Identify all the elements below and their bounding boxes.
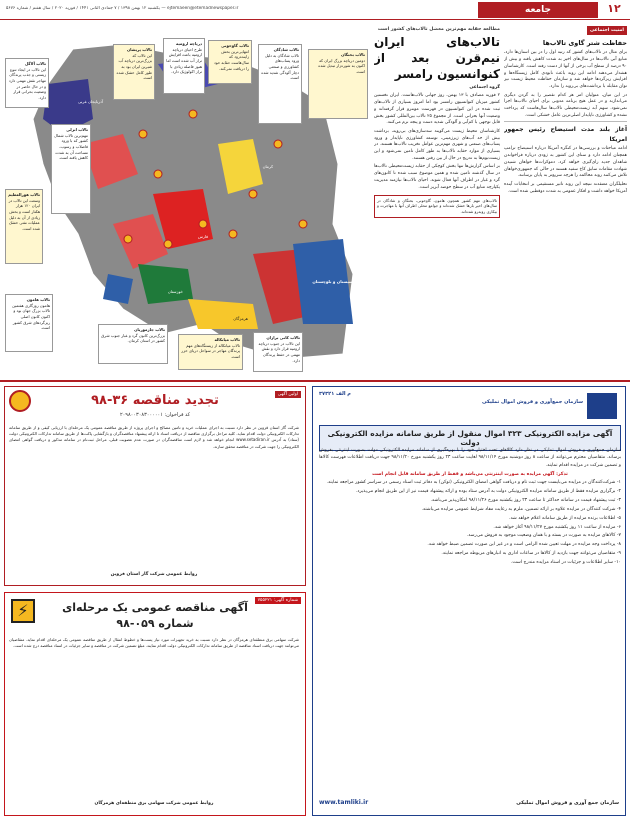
- map-label: هرمزگان: [233, 316, 248, 321]
- map-label: سیستان و بلوچستان: [312, 279, 353, 284]
- section-title: جامعه: [478, 2, 598, 18]
- page-header: [0, 0, 630, 20]
- wetland-callout: تالاب بختگان دومین دریاچه بزرگ ایران که اکنون به شوره‌زار تبدیل شده است.: [308, 49, 368, 119]
- ad-label: شماره آگهی: ۷۵۵۲۲۱: [255, 597, 301, 604]
- gas-company-logo-icon: [9, 390, 31, 412]
- ad-number: شماره ۰۵۹-۹۸: [116, 617, 194, 630]
- ad-warning: تذکر: آگهی مزایده به صورت اینترنتی می‌باشد و فقط از طریق سامانه قابل انجام است: [372, 471, 568, 477]
- auction-ad-tamliki: [312, 386, 626, 816]
- ad-item: ۶- مزایده از ساعت ۱۱ روز یکشنبه مورخ ۹۸/۱۱/۲۷ آغاز خواهد شد.: [493, 524, 621, 530]
- main-article: [374, 26, 500, 376]
- article-byline: گروه اجتماعی: [469, 85, 500, 91]
- wetland-callout: تالاب پریشان این تالاب که بزرگ‌ترین دریاچه آب شیرین ایران بود به طور کامل خشک شده است.: [113, 44, 155, 100]
- ad-footer: روابط عمومی شرکت سهامی برق منطقه‌ای هرمزگان: [94, 801, 214, 806]
- wetland-callout: تالاب گاوخونی انتهایی‌ترین بخش زاینده‌رود که سال‌هاست حقابه خود را دریافت نمی‌کند.: [208, 40, 252, 84]
- ad-org: سازمان جمع‌آوری و فروش اموال تملیکی: [481, 399, 583, 405]
- ad-website-link[interactable]: www.tamliki.ir: [319, 799, 369, 806]
- article-paragraph: در این میان، متولیان امر هر کدام تقصیر را به گردن دیگری می‌اندازند و در عمل هیچ برنامه مدونی برای احیای تالاب‌ها اجرا نمی‌شود. سهم آبه زیست‌محیطی تالاب‌ها سال‌هاست که پرداخت نشده و کشاورزی ناپایدار اصلی‌ترین عامل خشکی است.: [504, 92, 627, 119]
- right-column: [504, 26, 627, 376]
- tamliki-logo-icon: [587, 393, 617, 419]
- power-company-logo-icon: ⚡: [11, 599, 35, 623]
- wetland-callout: تالاب جازموریان بزرگ‌ترین کانون گرد و غبار جنوب شرق کشور در استان کرمان.: [98, 324, 168, 364]
- ad-footer: روابط عمومی شرکت گاز استان قزوین: [110, 572, 198, 577]
- info-box: تالاب‌های مهم کشور همچون هامون، گاوخونی، بختگان و شادگان در سال‌های اخیر بارها خشک شده‌اند و جوامع محلی اطراف آنها با مهاجرت و بیکاری روبه‌رو شده‌اند.: [374, 195, 500, 218]
- ad-item: ۱- شرکت‌کنندگان در مزایده می‌بایست جهت ثبت نام و دریافت گواهی امضای الکترونیکی (توکن) به دفاتر ثبت اسناد رسمی در سراسر کشور مراجعه نمایند.: [326, 480, 621, 486]
- ad-item: ۹- متقاضیان می‌توانند جهت بازدید از کالاها در ساعات اداری به انبارهای مربوطه مراجعه نمایند.: [441, 551, 621, 557]
- ad-intro: سازمان جمع‌آوری و فروش اموال تملیکی در نظر دارد کالاهای تحت اختیار خود را با بهره‌گیری از سامانه مزایده الکترونیکی دولت بصورت اینترنتی بفروش برساند. متقاضیان محترم می‌توانند از ساعت ۸ روز دوشنبه مورخ ۹۸/۱۱/۱۴ لغایت ساعت ۲۳ روز یکشنبه مورخ ۹۸/۱۱/۲۰ جهت دریافت اطلاعات فهرست کالاها و تضمین شرکت در مزایده اقدام نمایند.: [319, 448, 621, 468]
- wetlands-map: [3, 24, 413, 376]
- ad-item: ۲- برگزاری مزایده فقط از طریق سامانه مزایده الکترونیکی دولت به آدرس ستاد بوده و ارائه پیشنهاد قیمت نیز از این طریق انجام می‌پذیرد.: [355, 489, 621, 495]
- ad-body: شرکت گاز استان قزوین در نظر دارد نسبت به اجرای عملیات خرید و تامین مصالح و اجرای پروژه از طریق مناقصه عمومی یک مرحله‌ای با ارزیابی کیفی و از طریق سامانه تدارکات الکترونیکی دولت اقدام نماید. کلیه مراحل برگزاری مناقصه از دریافت اسناد تا ارائه پیشنهاد مناقصه‌گران و بازگشایی پاکت‌ها از طریق سامانه تدارکات الکترونیکی دولت (ستاد) به آدرس www.setadiran.ir انجام خواهد شد و لازم است مناقصه‌گران در صورت عدم عضویت قبلی، مراحل ثبت‌نام در سامانه مذکور و دریافت گواهی امضای الکترونیکی را جهت شرکت در مناقصه محقق سازند.: [9, 425, 299, 449]
- section-divider: [0, 380, 630, 382]
- article-paragraph: تحلیلگران معتقدند نتیجه این روند تاثیر مستقیمی بر انتخابات آینده آمریکا خواهد داشت و افکار عمومی به شدت دوقطبی شده است.: [504, 181, 627, 194]
- ad-item: ۳- ثبت پیشنهاد قیمت در سامانه حداکثر تا ساعت ۲۳ روز یکشنبه مورخ ۹۸/۱۱/۲۶ امکان‌پذیر می‌باشد.: [430, 498, 621, 504]
- article-headline: آغاز بلند مدت استیضاح رئیس جمهور امریکا: [504, 126, 627, 143]
- section-tag: امنیت اجتماعی: [587, 26, 627, 35]
- ad-body: [319, 447, 621, 797]
- page-number: ۱۲: [607, 2, 621, 15]
- ad-item: ۱۰- سایر اطلاعات و جزئیات در اسناد مزایده مندرج است.: [510, 559, 621, 565]
- map-label: خوزستان: [167, 289, 183, 294]
- ad-title: آگهی مزایده الکترونیکی ۳۲۳ اموال منقول از طریق سامانه مزایده الکترونیکی دولت: [319, 425, 621, 451]
- ad-item: ۷- کالاهای مزایده به صورت در بسته و با همان وضعیت موجود به فروش می‌رسد.: [466, 533, 621, 539]
- ad-body: شرکت سهامی برق منطقه‌ای هرمزگان در نظر دارد نسبت به خرید تجهیزات مورد نیاز پست‌ها و خطوط انتقال از طریق مناقصه عمومی یک مرحله‌ای اقدام نماید. متقاضیان می‌توانند جهت دریافت اسناد مناقصه از طریق سامانه تدارکات الکترونیکی دولت اقدام نمایند. مبلغ تضمین شرکت در مناقصه و سایر جزئیات در اسناد مناقصه درج شده است.: [9, 637, 299, 649]
- ad-item: ۸- پرداخت وجه مزایده در مهلت تعیین شده الزامی است و در غیر این صورت تضمین ضبط خواهد شد.: [427, 542, 621, 548]
- map-label: کرمان: [262, 164, 273, 169]
- ad-title: تجدید مناقصه ۳۶-۹۸: [91, 393, 219, 408]
- wetland-callout: تالاب میانکاله تالاب میانکاله از زیستگاه‌های مهم پرندگان مهاجر در سواحل دریای خزر است.: [178, 334, 243, 370]
- map-label: سیستان و بلوچستان: [372, 344, 413, 349]
- wetland-callout: تالاب هامون هامون روزگاری هفتمین تالاب بزرگ جهان بود و اکنون کانون اصلی ریزگردهای شرق کشور است.: [5, 294, 53, 352]
- wetland-callout: تالاب شادگان تالاب شادگان به دلیل ورود پساب‌های کشاورزی و صنعتی دچار آلودگی شدید شده است.: [258, 44, 302, 124]
- article-paragraph: بر اساس گزارش‌ها تنها بخش کوچکی از حقابه زیست‌محیطی تالاب‌ها در سال گذشته تامین شده و همین موضوع سبب شده تا کانون‌های گرد و غبار در اطراف آنها فعال شوند. احیای تالاب‌ها نیازمند مدیریت یکپارچه منابع آب در سطح حوضه آبریز است.: [374, 164, 500, 190]
- ad-label: اولین آگهی: [275, 391, 301, 398]
- tender-ad-hormozgan-power: [4, 592, 306, 816]
- article-paragraph: برای مثال در تالاب‌های کشور که رتبه اول را در بین استان‌ها دارد، منابع آبی تالاب‌ها در سال‌های اخیر به شدت کاهش یافته و بیش از ۹۰ درصد از سطح آب برخی از آنها از دست رفته است. کارشناسان هشدار می‌دهند ادامه این روند باعث نابودی کامل زیستگاه‌ها و افزایش ریزگردها خواهد شد و سازمان حفاظت محیط زیست نیز توان مقابله با برداشت‌های بی‌رویه را ندارد.: [504, 50, 627, 90]
- tender-ad-qazvin-gas: [4, 386, 306, 586]
- wetland-callout: تالاب انزلی مهم‌ترین تالاب شمال کشور که با ورود فاضلاب و رسوب، مساحت آن به شدت کاهش یافته است.: [51, 124, 91, 214]
- ad-item: ۴- شرکت کنندگان در مزایده علاوه بر ارائه تضمین، ملزم به رعایت مفاد شرایط عمومی مزایده می‌باشند.: [421, 506, 621, 512]
- ad-footer: سازمان جمع آوری و فروش اموال تملیکی: [516, 800, 619, 806]
- map-label: فارس: [198, 234, 208, 239]
- header-info: یکشنبه ۱۲ بهمن ۱۳۹۸ / ۷ جمادی الثانی ۱۴۴۱ / فوریه ۲۰۲۰ / سال هفتم / شماره ۵۶۷۶ — ejtemaeen@etemadnewspaper.ir: [6, 6, 239, 11]
- ad-item: ۵- اطلاعات برنده مزایده از طریق سامانه اعلام خواهد شد.: [509, 515, 621, 521]
- article-kicker: مطالعه حقابه مهم‌ترین معضل تالاب‌های کشور است: [377, 27, 500, 32]
- ad-code: م الف ۳۷۳۲۱: [319, 391, 351, 397]
- article-paragraph: ادامه مباحثات و بررسی‌ها در کنگره آمریکا درباره استیضاح ترامپ همچنان ادامه دارد و سنای این کشور به زودی درباره فراخواندن شاهدان جدید رای‌گیری خواهد کرد. دموکرات‌ها خواهان شنیدن شهادت مقامات سابق کاخ سفید هستند در حالی که جمهوری‌خواهان تلاش می‌کنند روند محاکمه را هرچه سریع‌تر به پایان برسانند.: [504, 146, 627, 179]
- article-paragraph: ۲ فوریه مصادف با ۱۳ بهمن، روز جهانی تالاب‌هاست. ایران نخستین کشور میزبان کنوانسیون رامسر بود اما امروز بسیاری از تالاب‌های ثبت شده در این کنوانسیون در فهرست مونترو قرار گرفته‌اند و وضعیت آنها بحرانی است. از مجموع ۲۵ تالاب بین‌المللی کشور بخش قابل توجهی با کم‌آبی و آلودگی شدید دست و پنجه نرم می‌کنند.: [374, 93, 500, 126]
- article-title: تالاب‌های ایران نیم‌قرن بعد از کنوانسیون رامسر: [374, 35, 500, 81]
- wetland-callout: تالاب آلاگل این تالاب در ایجاد تنوع زیستی و جذب پرندگان مهاجر نقش مهمی دارد و در حال حاضر در وضعیت بحرانی قرار دارد.: [5, 58, 49, 108]
- wetland-callout: تالاب هورالعظیم وسعت این تالاب در ایران ۱۲۰ هزار هکتار است و بخش زیادی از آن به دلیل عملیات نفتی خشک شده است.: [5, 189, 43, 264]
- article-paragraph: کارشناسان محیط زیست می‌گویند سدسازی‌های بی‌رویه، برداشت بیش از حد آب‌های زیرزمینی، توسعه کشاورزی ناپایدار و ورود پساب‌های صنعتی و شهری مهم‌ترین عوامل تخریب تالاب‌ها هستند. در بسیاری از موارد حقابه تالاب‌ها به طور کامل تامین نمی‌شود و این زیست‌بوم‌ها به تدریج در حال از بین رفتن هستند.: [374, 128, 500, 161]
- ad-subtitle: کد فراخوان: ۲۰۹۸۰۰۳۰۸۳۰۰۰۰۰۱: [119, 412, 191, 418]
- map-label: آذربایجان غربی: [77, 99, 103, 104]
- wetland-callout: دریاچه ارومیه طرح احیای دریاچه ارومیه باعث افزایش تراز آب شده است اما هنوز فاصله زیادی با تراز اکولوژیک دارد.: [163, 38, 205, 94]
- article-headline: حفاظت شتر گاوی تالاب‌ها: [542, 39, 627, 48]
- wetland-callout: تالاب کانی برازان این تالاب در جنوب دریاچه ارومیه قرار دارد و نقش مهمی در حفظ پرندگان دارد.: [253, 332, 303, 372]
- ad-title: آگهی مناقصه عمومی یک مرحله‌ای: [62, 601, 248, 614]
